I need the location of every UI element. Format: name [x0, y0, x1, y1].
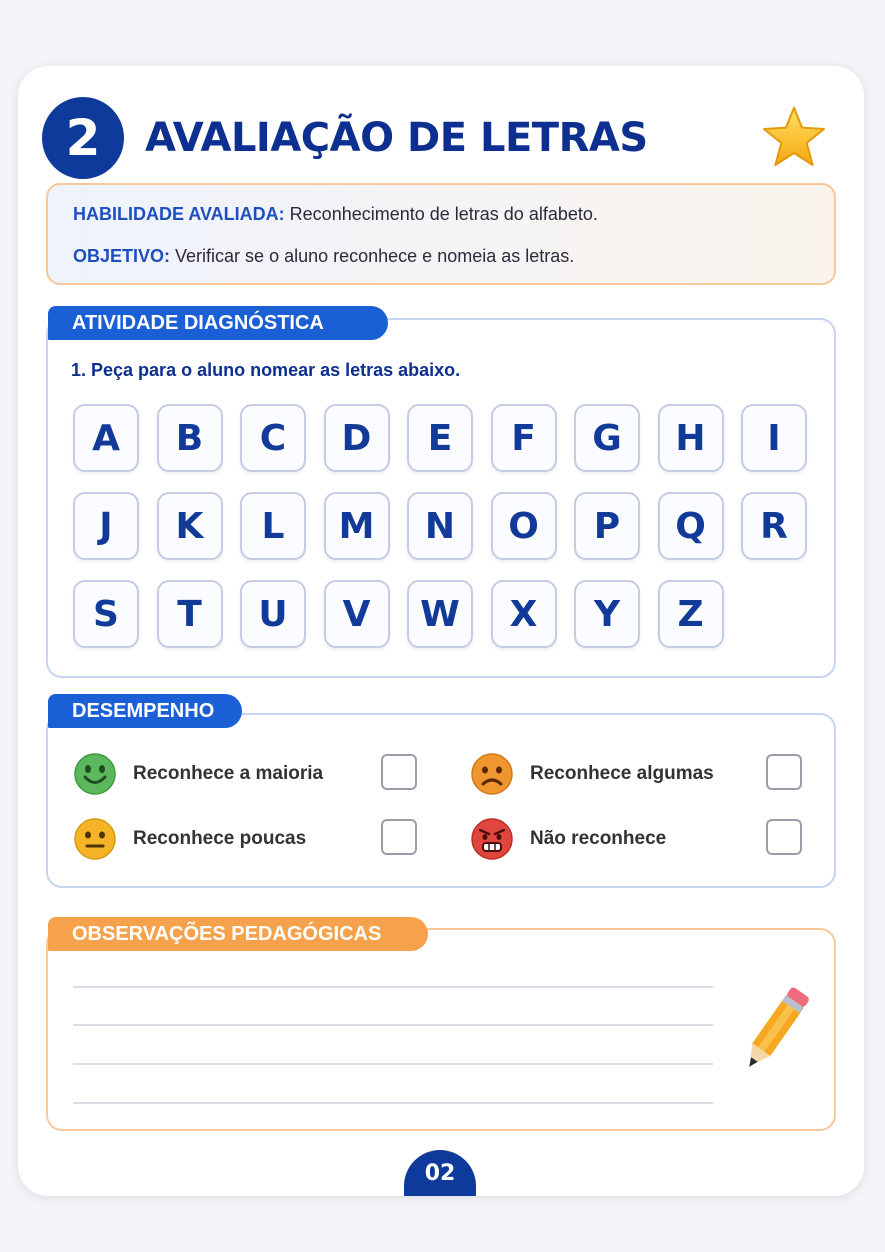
letter-tile-n: N	[407, 492, 473, 560]
letter-tile-r: R	[741, 492, 807, 560]
objective-line	[73, 246, 574, 267]
page-title: AVALIAÇÃO DE LETRAS	[145, 115, 648, 161]
observations-tab-label: OBSERVAÇÕES PEDAGÓGICAS	[48, 917, 428, 951]
letter-tile-e: E	[407, 404, 473, 472]
letter-tile-a: A	[73, 404, 139, 472]
objective-text: Verificar se o aluno reconhece e nomeia as letras.	[175, 246, 575, 266]
activity-tab-label: ATIVIDADE DIAGNÓSTICA	[48, 306, 388, 340]
letter-tile-g: G	[574, 404, 640, 472]
objective-label: OBJETIVO:	[73, 246, 171, 266]
neutral-face-icon	[73, 817, 117, 861]
letter-tile-l: L	[240, 492, 306, 560]
letter-tile-d: D	[324, 404, 390, 472]
angry-face-icon	[470, 817, 514, 861]
happy-face-icon	[73, 752, 117, 796]
checkbox-none[interactable]	[766, 819, 802, 855]
letter-tile-c: C	[240, 404, 306, 472]
letter-tile-h: H	[658, 404, 724, 472]
letter-tile-k: K	[157, 492, 223, 560]
sad-face-icon	[470, 752, 514, 796]
performance-tab-label: DESEMPENHO	[48, 694, 242, 728]
skill-text: Reconhecimento de letras do alfabeto.	[289, 204, 598, 224]
letter-tile-x: X	[491, 580, 557, 648]
performance-label: Não reconhece	[530, 828, 667, 849]
letter-tile-t: T	[157, 580, 223, 648]
skill-info-box	[46, 183, 836, 285]
letter-tile-f: F	[491, 404, 557, 472]
letter-tile-o: O	[491, 492, 557, 560]
checkbox-some[interactable]	[766, 754, 802, 790]
letter-tile-y: Y	[574, 580, 640, 648]
activity-instruction: 1. Peça para o aluno nomear as letras abaixo.	[71, 360, 461, 380]
letter-tile-p: P	[574, 492, 640, 560]
performance-label: Reconhece poucas	[133, 828, 307, 849]
performance-label: Reconhece a maioria	[133, 763, 324, 784]
observations-section[interactable]	[46, 928, 836, 1131]
checkbox-few[interactable]	[381, 819, 417, 855]
skill-label: HABILIDADE AVALIADA:	[73, 204, 285, 224]
letter-tile-w: W	[407, 580, 473, 648]
page-number: 02	[404, 1150, 476, 1196]
checkbox-most[interactable]	[381, 754, 417, 790]
writing-line	[73, 1063, 713, 1065]
writing-line	[73, 986, 713, 988]
letter-tile-j: J	[73, 492, 139, 560]
letter-tile-q: Q	[658, 492, 724, 560]
performance-section	[46, 713, 836, 888]
letter-tile-s: S	[73, 580, 139, 648]
letter-tile-u: U	[240, 580, 306, 648]
section-number-badge: 2	[42, 97, 124, 179]
star-icon	[760, 105, 828, 169]
pencil-icon	[730, 980, 820, 1080]
writing-line	[73, 1102, 713, 1104]
letter-tile-m: M	[324, 492, 390, 560]
performance-label: Reconhece algumas	[530, 763, 714, 784]
writing-line	[73, 1024, 713, 1026]
letter-tile-z: Z	[658, 580, 724, 648]
letter-tile-b: B	[157, 404, 223, 472]
skill-line	[73, 204, 598, 225]
letter-tile-v: V	[324, 580, 390, 648]
letter-tile-i: I	[741, 404, 807, 472]
